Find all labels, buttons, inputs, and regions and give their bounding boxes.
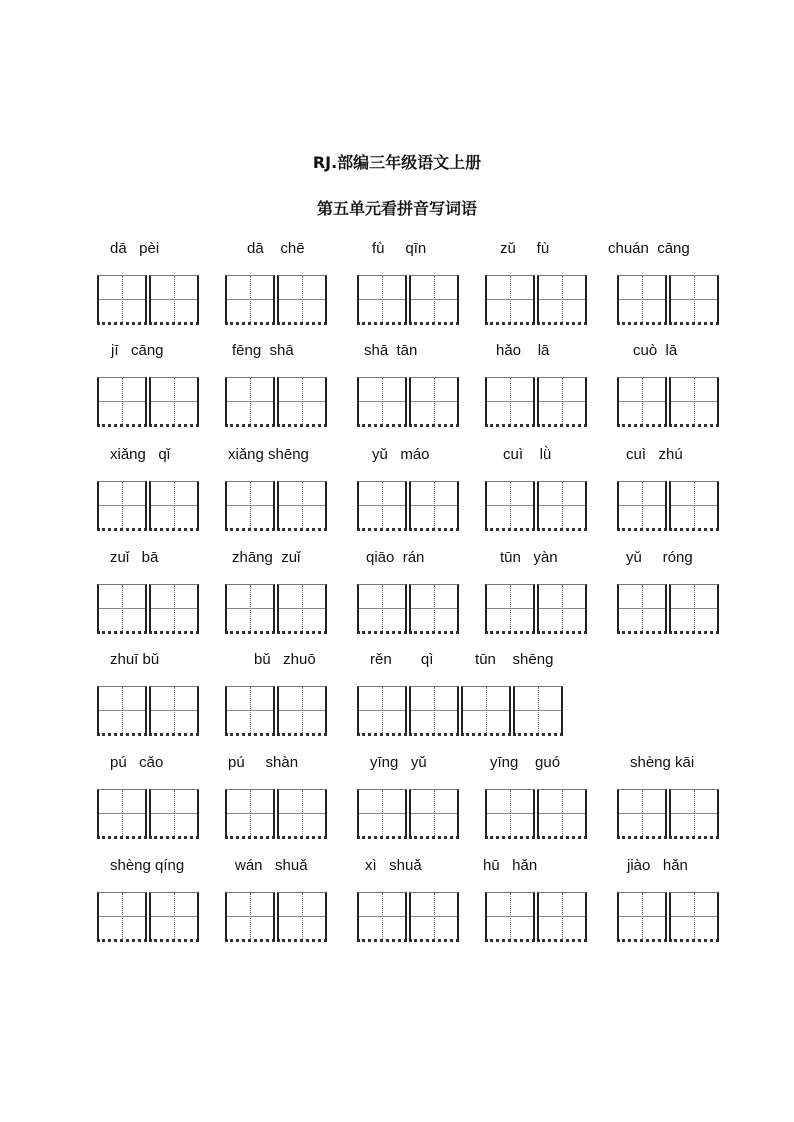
tianzige-writing-box[interactable] [669, 789, 719, 839]
tianzige-writing-box[interactable] [97, 789, 147, 839]
tianzige-writing-box[interactable] [149, 584, 199, 634]
tianzige-writing-box[interactable] [537, 275, 587, 325]
pinyin-prompt: xiǎng qǐ [110, 446, 171, 463]
pinyin-prompt: zuǐ bā [110, 549, 159, 566]
pinyin-prompt: cuì zhú [626, 446, 683, 463]
tianzige-writing-box[interactable] [409, 275, 459, 325]
writing-box-group [225, 584, 327, 634]
tianzige-writing-box[interactable] [277, 686, 327, 736]
pinyin-prompt: shèng kāi [630, 754, 695, 771]
pinyin-prompt: shèng qíng [110, 857, 185, 874]
tianzige-writing-box[interactable] [277, 789, 327, 839]
pinyin-prompt: tūn yàn [500, 549, 558, 566]
tianzige-writing-box[interactable] [617, 789, 667, 839]
worksheet-title: RJ.部编三年级语文上册 [312, 153, 482, 172]
writing-box-group [617, 892, 719, 942]
pinyin-prompt: yǔ máo [372, 446, 430, 463]
tianzige-writing-box[interactable] [357, 892, 407, 942]
writing-box-group [97, 481, 199, 531]
writing-box-group [617, 275, 719, 325]
pinyin-prompt: fù qīn [372, 240, 427, 257]
tianzige-writing-box[interactable] [485, 377, 535, 427]
writing-box-group [617, 584, 719, 634]
writing-box-group [357, 686, 563, 736]
writing-box-group [97, 892, 199, 942]
tianzige-writing-box[interactable] [149, 275, 199, 325]
tianzige-writing-box[interactable] [669, 377, 719, 427]
writing-box-group [485, 892, 587, 942]
tianzige-writing-box[interactable] [409, 481, 459, 531]
tianzige-writing-box[interactable] [225, 892, 275, 942]
pinyin-prompt: hǎo lā [496, 342, 550, 359]
tianzige-writing-box[interactable] [409, 892, 459, 942]
pinyin-prompt: yīng guó [490, 754, 561, 771]
writing-box-group [97, 686, 199, 736]
tianzige-writing-box[interactable] [97, 892, 147, 942]
tianzige-writing-box[interactable] [149, 892, 199, 942]
tianzige-writing-box[interactable] [617, 892, 667, 942]
pinyin-prompt: zhuī bǔ [110, 651, 160, 668]
worksheet-subtitle: 第五单元看拼音写词语 [316, 199, 477, 218]
pinyin-prompt: qiāo rán [366, 549, 425, 566]
tianzige-writing-box[interactable] [225, 584, 275, 634]
tianzige-writing-box[interactable] [357, 686, 407, 736]
tianzige-writing-box[interactable] [485, 789, 535, 839]
tianzige-writing-box[interactable] [485, 275, 535, 325]
tianzige-writing-box[interactable] [225, 481, 275, 531]
tianzige-writing-box[interactable] [669, 275, 719, 325]
writing-box-group [97, 377, 199, 427]
writing-box-group [225, 686, 327, 736]
writing-box-group [485, 584, 587, 634]
tianzige-writing-box[interactable] [617, 584, 667, 634]
writing-box-group [225, 377, 327, 427]
writing-box-group [225, 481, 327, 531]
tianzige-writing-box[interactable] [277, 584, 327, 634]
tianzige-writing-box[interactable] [357, 481, 407, 531]
tianzige-writing-box[interactable] [409, 686, 459, 736]
writing-box-group [225, 892, 327, 942]
pinyin-prompt: zǔ fù [500, 240, 550, 257]
tianzige-writing-box[interactable] [409, 377, 459, 427]
tianzige-writing-box[interactable] [357, 789, 407, 839]
writing-box-group [225, 275, 327, 325]
writing-box-group [485, 275, 587, 325]
tianzige-writing-box[interactable] [277, 377, 327, 427]
tianzige-writing-box[interactable] [97, 686, 147, 736]
pinyin-prompt: cuì lǜ [503, 446, 552, 463]
tianzige-writing-box[interactable] [513, 686, 563, 736]
writing-box-group [357, 481, 459, 531]
pinyin-prompt: hū hǎn [483, 857, 538, 874]
tianzige-writing-box[interactable] [537, 892, 587, 942]
tianzige-writing-box[interactable] [537, 584, 587, 634]
writing-box-group [357, 377, 459, 427]
tianzige-writing-box[interactable] [357, 377, 407, 427]
writing-box-group [617, 481, 719, 531]
tianzige-writing-box[interactable] [617, 481, 667, 531]
pinyin-prompt: pú shàn [228, 754, 299, 771]
tianzige-writing-box[interactable] [461, 686, 511, 736]
pinyin-prompt: dā pèi [110, 240, 160, 257]
pinyin-prompt: jiào hǎn [627, 857, 688, 874]
tianzige-writing-box[interactable] [669, 584, 719, 634]
pinyin-prompt: chuán cāng [608, 240, 690, 257]
pinyin-prompt: bǔ zhuō [254, 651, 316, 668]
writing-box-group [357, 789, 459, 839]
tianzige-writing-box[interactable] [537, 789, 587, 839]
pinyin-prompt: fēng shā [232, 342, 294, 359]
pinyin-prompt: wán shuǎ [235, 857, 308, 874]
tianzige-writing-box[interactable] [537, 377, 587, 427]
tianzige-writing-box[interactable] [149, 377, 199, 427]
writing-box-group [357, 275, 459, 325]
pinyin-prompt: yīng yǔ [370, 754, 427, 771]
tianzige-writing-box[interactable] [97, 275, 147, 325]
writing-box-group [225, 789, 327, 839]
tianzige-writing-box[interactable] [225, 377, 275, 427]
tianzige-writing-box[interactable] [485, 892, 535, 942]
tianzige-writing-box[interactable] [149, 481, 199, 531]
tianzige-writing-box[interactable] [537, 481, 587, 531]
tianzige-writing-box[interactable] [485, 481, 535, 531]
pinyin-prompt: zhāng zuǐ [232, 549, 301, 566]
writing-box-group [357, 584, 459, 634]
pinyin-prompt: pú cǎo [110, 754, 164, 771]
tianzige-writing-box[interactable] [357, 584, 407, 634]
pinyin-prompt: jī cāng [111, 342, 164, 359]
pinyin-prompt: rěn qì tūn shēng [370, 651, 554, 668]
writing-box-group [617, 377, 719, 427]
tianzige-writing-box[interactable] [149, 789, 199, 839]
tianzige-writing-box[interactable] [485, 584, 535, 634]
writing-box-group [97, 789, 199, 839]
tianzige-writing-box[interactable] [97, 481, 147, 531]
tianzige-writing-box[interactable] [617, 275, 667, 325]
pinyin-prompt: dā chē [247, 240, 305, 257]
tianzige-writing-box[interactable] [669, 892, 719, 942]
tianzige-writing-box[interactable] [277, 275, 327, 325]
tianzige-writing-box[interactable] [97, 377, 147, 427]
tianzige-writing-box[interactable] [225, 789, 275, 839]
writing-box-group [97, 275, 199, 325]
writing-box-group [357, 892, 459, 942]
writing-box-group [485, 377, 587, 427]
pinyin-prompt: cuò lā [633, 342, 678, 359]
tianzige-writing-box[interactable] [97, 584, 147, 634]
writing-box-group [97, 584, 199, 634]
tianzige-writing-box[interactable] [277, 481, 327, 531]
tianzige-writing-box[interactable] [225, 275, 275, 325]
tianzige-writing-box[interactable] [409, 584, 459, 634]
tianzige-writing-box[interactable] [409, 789, 459, 839]
tianzige-writing-box[interactable] [149, 686, 199, 736]
pinyin-prompt: xì shuǎ [365, 857, 422, 874]
pinyin-prompt: yǔ róng [626, 549, 693, 566]
tianzige-writing-box[interactable] [357, 275, 407, 325]
writing-box-group [485, 481, 587, 531]
tianzige-writing-box[interactable] [617, 377, 667, 427]
writing-box-group [617, 789, 719, 839]
tianzige-writing-box[interactable] [277, 892, 327, 942]
pinyin-prompt: xiǎng shēng [228, 446, 309, 463]
pinyin-prompt: shā tān [364, 342, 418, 359]
writing-box-group [485, 789, 587, 839]
tianzige-writing-box[interactable] [669, 481, 719, 531]
tianzige-writing-box[interactable] [225, 686, 275, 736]
